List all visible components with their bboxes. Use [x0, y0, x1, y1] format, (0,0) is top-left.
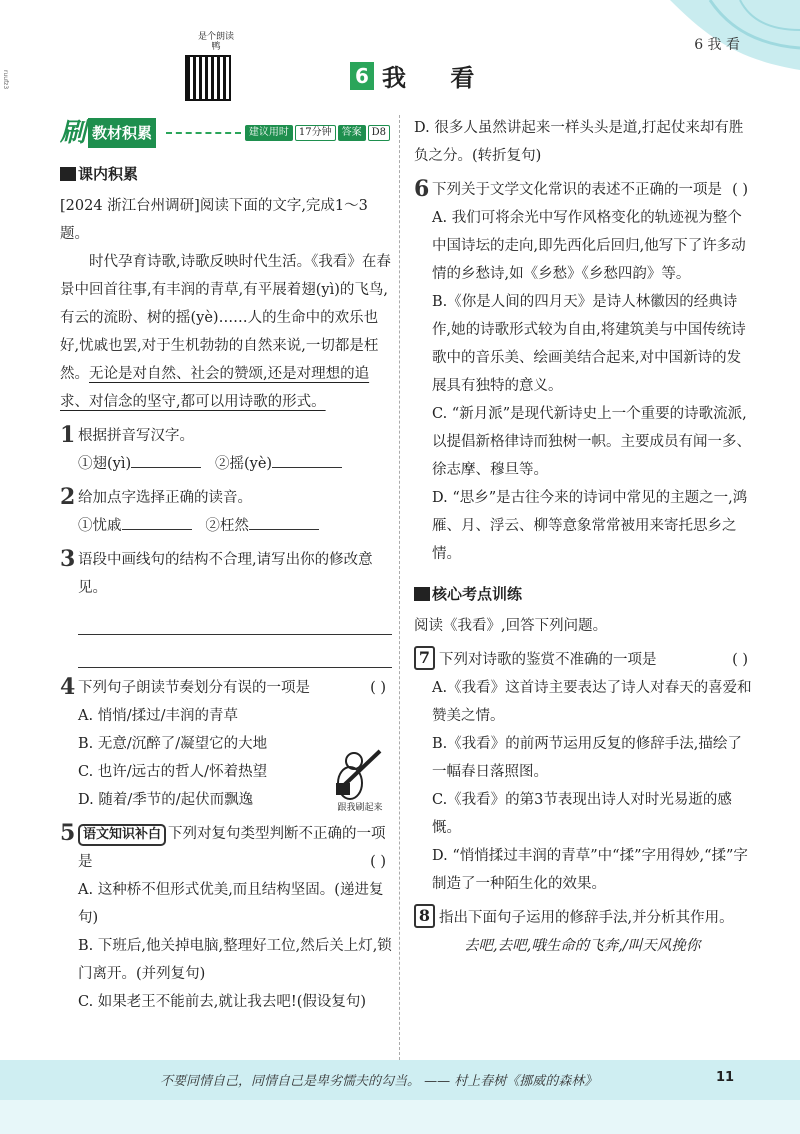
- question-text: 给加点字选择正确的读音。: [78, 490, 252, 506]
- question-text: 根据拼音写汉字。: [78, 428, 194, 444]
- answer-paren[interactable]: ( ): [370, 680, 386, 696]
- time-value: 17分钟: [295, 125, 336, 141]
- brush-title: 教材积累: [88, 118, 156, 148]
- right-column: [414, 114, 754, 960]
- option[interactable]: B. 无意/沉醉了/凝望它的大地: [78, 736, 268, 752]
- question-text: [432, 176, 754, 204]
- qr-code-icon[interactable]: [185, 55, 231, 101]
- question-number: 1: [60, 422, 76, 448]
- answer-label: 答案: [338, 125, 366, 141]
- answer-blank[interactable]: [272, 453, 342, 468]
- section-title: 核心考点训练: [432, 585, 523, 603]
- section-heading: [414, 580, 754, 608]
- question-2: [60, 484, 392, 512]
- answer-blank[interactable]: [249, 515, 319, 530]
- answer-blank[interactable]: [122, 515, 192, 530]
- option[interactable]: B.《我看》的前两节运用反复的修辞手法,描绘了一幅春日落照图。: [432, 736, 742, 780]
- column-divider: [399, 115, 401, 1060]
- qr-block[interactable]: [185, 32, 237, 101]
- brush-header: [60, 118, 392, 148]
- question-text: [78, 820, 392, 876]
- option[interactable]: A. 悄悄/揉过/丰润的青草: [78, 708, 238, 724]
- lesson-number-badge: 6: [350, 62, 374, 90]
- section-title: 课内积累: [78, 165, 139, 183]
- question-stem: 下列关于文学文化常识的表述不正确的一项是: [432, 182, 722, 198]
- option[interactable]: C. 如果老王不能前去,就让我去吧!(假设复句): [78, 994, 367, 1010]
- question-number: 8: [414, 904, 435, 928]
- source-note: [2024 浙江台州调研]阅读下面的文字,完成1～3题。: [60, 198, 368, 242]
- question-number: 6: [414, 176, 430, 202]
- doodle-caption: 跟我刷起来: [337, 803, 383, 813]
- unit-label: 6 我 看: [694, 37, 740, 53]
- question-6: [414, 176, 754, 204]
- poem-quote: 去吧,去吧,哦生命的飞奔,/叫天风挽你: [464, 938, 701, 954]
- option[interactable]: C. “新月派”是现代新诗史上一个重要的诗歌流派,以提倡新格律诗而独树一帜。主要成员有闻一多、徐志摩、穆旦等。: [432, 406, 751, 478]
- lesson-name: 我 看: [382, 63, 493, 92]
- answer-line[interactable]: [78, 608, 392, 635]
- question-8: [414, 904, 754, 932]
- page-number: 11: [716, 1070, 735, 1085]
- blank-label-a: ①翅(yì): [78, 456, 132, 472]
- option[interactable]: D. 随着/季节的/起伏而飘逸: [78, 792, 254, 808]
- question-text: [78, 674, 392, 702]
- qr-caption: 是个朗读鸭: [197, 32, 234, 52]
- answer-paren[interactable]: ( ): [732, 182, 748, 198]
- question-stem: 下列对复句类型判断不正确的一项是: [78, 826, 386, 870]
- section-heading: [60, 160, 392, 188]
- passage-underlined: 无论是对自然、社会的赞颂,还是对理想的追求、对信念的坚守,都可以用诗歌的形式。: [60, 366, 370, 410]
- option[interactable]: C.《我看》的第3节表现出诗人对时光易逝的感慨。: [432, 792, 732, 836]
- guitar-duck-doodle-icon: [320, 745, 390, 805]
- question-stem: 下列句子朗读节奏划分有误的一项是: [78, 680, 310, 696]
- blank-label-b: ②枉然: [205, 518, 249, 534]
- question-7: [414, 646, 754, 674]
- option[interactable]: D. “思乡”是古往今来的诗词中常见的主题之一,鸿雁、月、浮云、柳等意象常常被用来寄托思乡之情。: [432, 490, 748, 562]
- q2-blanks: [78, 512, 392, 540]
- time-label: 建议用时: [245, 125, 293, 141]
- option[interactable]: B. 下班后,他关掉电脑,整理好工位,然后关上灯,锁门离开。(并列复句): [78, 938, 392, 982]
- blank-label-a: ①忧戚: [78, 518, 122, 534]
- question-stem: 下列对诗歌的鉴赏不准确的一项是: [439, 652, 657, 668]
- option[interactable]: A.《我看》这首诗主要表达了诗人对春天的喜爱和赞美之情。: [432, 680, 752, 724]
- question-text: 语段中画线句的结构不合理,请写出你的修改意见。: [78, 552, 373, 596]
- section-bar-icon: [60, 167, 76, 181]
- question-4: [60, 674, 392, 702]
- option[interactable]: D. 很多人虽然讲起来一样头头是道,打起仗来却有胜负之分。(转折复句): [414, 120, 744, 164]
- brush-char: 刷: [60, 118, 87, 148]
- option[interactable]: B.《你是人间的四月天》是诗人林徽因的经典诗作,她的诗歌形式较为自由,将建筑美与中国传统诗歌中的音乐美、绘画美结合起来,对中国新诗的发展具有独特的意义。: [432, 294, 746, 394]
- question-3: [60, 546, 392, 602]
- passage: [60, 248, 392, 416]
- question-text: [439, 646, 754, 674]
- answer-paren[interactable]: ( ): [370, 854, 386, 870]
- option[interactable]: D. “悄悄揉过丰润的青草”中“揉”字用得妙,“揉”字制造了一种陌生化的效果。: [432, 848, 748, 892]
- answer-blank[interactable]: [131, 453, 201, 468]
- question-number: 3: [60, 546, 76, 572]
- reading-intro: 阅读《我看》,回答下列问题。: [414, 618, 608, 634]
- passage-part-a: 时代孕育诗歌,诗歌反映时代生活。《我看》在春景中回首往事,有丰润的青草,有平展着翅(yì)的飞鸟,有云的流盼、树的摇(yè)……人的生命中的欢乐也好,忧戚也罢,对于生机勃勃的自然来说,一切都是枉然。: [60, 254, 391, 382]
- q1-blanks: [78, 450, 392, 478]
- lesson-title: [350, 58, 492, 93]
- question-1: [60, 422, 392, 450]
- answer-page: D8: [368, 125, 390, 141]
- question-number: 2: [60, 484, 76, 510]
- question-number: 5: [60, 820, 76, 846]
- option[interactable]: A. 我们可将余光中写作风格变化的轨迹视为整个中国诗坛的走向,即先西化后回归,他写下了许多动情的乡愁诗,如《乡愁》《乡愁四韵》等。: [432, 210, 746, 282]
- side-mark: ruufz3: [2, 70, 9, 90]
- footer-quote: 不要同情自己，同情自己是卑劣懦夫的勾当。 —— 村上春树《挪威的森林》: [160, 1074, 598, 1089]
- knowledge-tag: 语文知识补白: [78, 824, 166, 846]
- blank-label-b: ②摇(yè): [214, 456, 273, 472]
- left-column: [60, 118, 392, 1016]
- answer-line[interactable]: [78, 641, 392, 668]
- question-5: [60, 820, 392, 876]
- dash-divider: [166, 132, 241, 134]
- footer-bottom-band: [0, 1100, 800, 1134]
- corner-wave-decoration: [650, 0, 800, 110]
- question-number: 7: [414, 646, 435, 670]
- option[interactable]: A. 这种桥不但形式优美,而且结构坚固。(递进复句): [78, 882, 384, 926]
- option[interactable]: C. 也许/远古的哲人/怀着热望: [78, 764, 268, 780]
- answer-paren[interactable]: ( ): [732, 652, 748, 668]
- question-text: 指出下面句子运用的修辞手法,并分析其作用。: [439, 910, 734, 926]
- question-number: 4: [60, 674, 76, 700]
- section-bar-icon: [414, 587, 430, 601]
